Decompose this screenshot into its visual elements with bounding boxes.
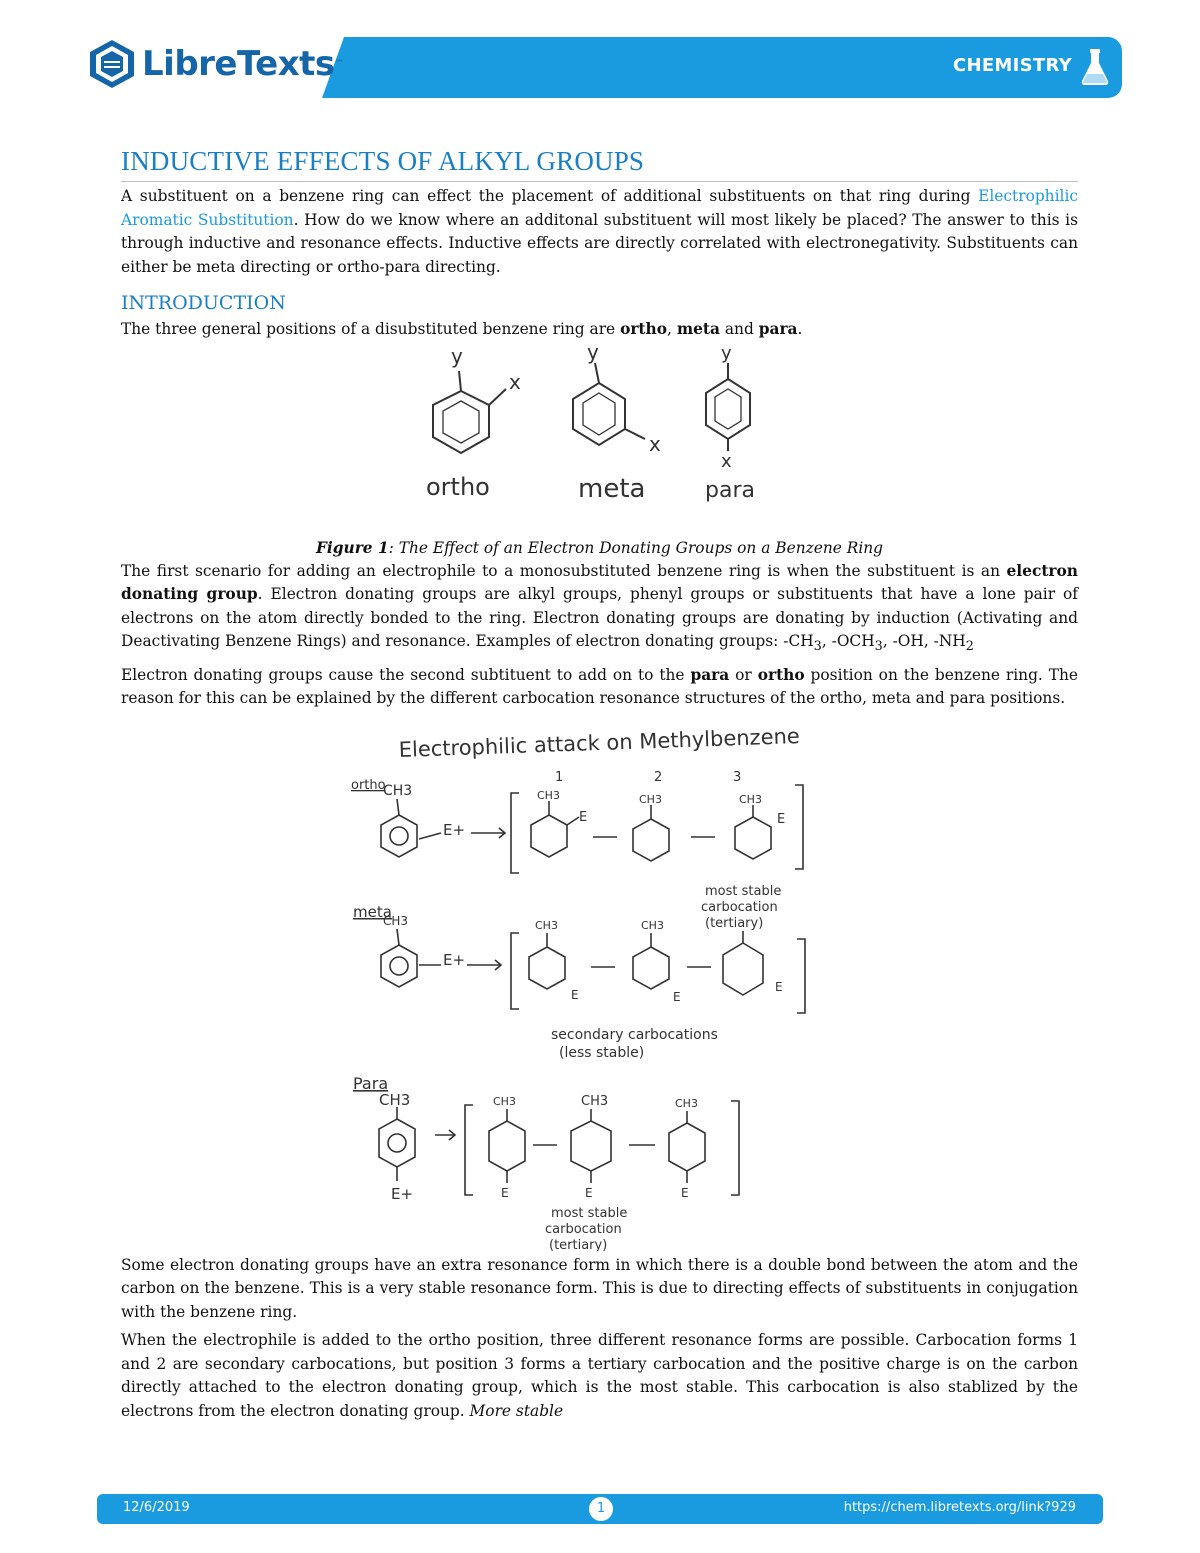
fig1-x-para: x (721, 450, 732, 472)
fig1-y-ortho: y (451, 346, 463, 368)
fig2-ortho-e-1: E (579, 809, 588, 825)
fig2-ortho-ch3: CH3 (383, 782, 413, 799)
fig2-meta-e-3: E (775, 979, 783, 994)
footer-link[interactable]: https://chem.libretexts.org/link?929 (843, 1500, 1076, 1515)
fig2-meta-eplus: E+ (443, 950, 466, 969)
fig2-meta-label: meta (353, 902, 392, 921)
footer-date: 12/6/2019 (123, 1500, 190, 1515)
intro-paragraph: A substituent on a benzene ring can effect the placement of additional substituents on that ring during Electrophilic Aromatic Substitution. How do we know where an additonal substituent will most likely be placed? The answer to this is through inductive and resonance effects. Inductive effects are directly correlated with electronegativity. Substituents can either be meta directing or ortho-para directing. (121, 187, 1079, 276)
fig2-num-1: 1 (555, 769, 564, 785)
fig2-para-ch3: CH3 (379, 1090, 411, 1109)
fig2-meta-ch3-2: CH3 (641, 918, 664, 932)
logo-text: LibreTexts (142, 44, 335, 84)
page-content (121, 146, 1078, 1428)
positions-paragraph: The three general positions of a disubstituted benzene ring are ortho, meta and para. (121, 320, 803, 338)
subject-label[interactable]: CHEMISTRY (952, 55, 1072, 76)
figure-1-caption: Figure 1: The Effect of an Electron Donating Groups on a Benzene Ring (315, 538, 884, 557)
fig2-para-e-2: E (585, 1185, 593, 1200)
fig2-para-label: Para (353, 1073, 389, 1093)
fig2-ortho-ch3-1: CH3 (537, 788, 560, 802)
fig2-meta-ch3-1: CH3 (535, 918, 558, 932)
fig2-most-stable-2: carbocation (701, 899, 778, 915)
fig1-y-meta: y (587, 346, 599, 364)
page-title: INDUCTIVE EFFECTS OF ALKYL GROUPS (121, 146, 1078, 182)
fig1-label-meta: meta (578, 473, 646, 504)
fig2-ortho-ch3-2: CH3 (639, 792, 662, 806)
extra-resonance-paragraph: Some electron donating groups have an extra resonance form in which there is a double bond between the atom and the carbon on the benzene. This is a very stable resonance form. This is due to directing effects of substituents in conjugation with the benzene ring. (121, 1255, 1078, 1321)
figure-1-diagram (121, 347, 1078, 523)
fig2-most-stable-1: most stable (705, 883, 782, 899)
fig2-title: Electrophilic attack on Methylbenzene (398, 723, 801, 762)
fig2-most-stable-para-2: carbocation (545, 1221, 622, 1237)
positions-reason-paragraph: Electron donating groups cause the second subtituent to add on to the para or ortho position on the benzene ring. The reason for this can be explained by the different carbocation resonance structures of the ortho, meta and para positions. (121, 665, 1078, 708)
fig2-para-ch3-1: CH3 (493, 1094, 516, 1108)
fig2-secondary-1: secondary carbocations (551, 1026, 718, 1043)
fig2-ortho-label: ortho (351, 777, 386, 793)
logo-trademark: ™ (334, 59, 344, 69)
flask-icon (1080, 47, 1110, 87)
fig2-secondary-2: (less stable) (559, 1044, 645, 1061)
fig2-num-3: 3 (733, 769, 742, 785)
fig2-para-e-3: E (681, 1185, 689, 1200)
electrophilic-substitution-link[interactable]: Electrophilic Aromatic Substitution (121, 187, 1078, 229)
fig2-para-ch3-3: CH3 (675, 1096, 698, 1110)
electron-donating-paragraph: The first scenario for adding an electrophile to a monosubstituted benzene ring is when the substituent is an electron donating group. Electron donating groups are alkyl groups, phenyl groups or substituents that have a lone pair of electrons on the atom directly bonded to the ring. Electron donating groups are donating by induction (Activating and Deactivating Benzene Rings) and resonance. Examples of electron donating groups: $-CH_3$, $-OCH_3$, -OH, $-NH_2$ (121, 561, 1079, 655)
fig1-label-para: para (705, 477, 755, 503)
ortho-resonance-paragraph: When the electrophile is added to the ortho position, three different resonance forms are possible. Carbocation forms 1 and 2 are secondary carbocations, but position 3 forms a tertiary carbocation and the positive charge is on the carbon directly attached to the electron donating group, which is the most stable. This carbocation is also stablized by the electrons from the electron donating group. More stable (121, 1331, 1078, 1420)
fig2-para-eplus: E+ (391, 1184, 414, 1203)
fig2-most-stable-para-1: most stable (551, 1205, 628, 1221)
fig1-x-ortho: x (509, 369, 521, 394)
fig2-most-stable-para-3: (tertiary) (549, 1237, 608, 1251)
libretexts-logo[interactable] (88, 38, 344, 90)
fig2-para-ch3-2: CH3 (581, 1093, 609, 1109)
fig2-ortho-ch3-3: CH3 (739, 792, 762, 806)
fig2-ortho-e-3: E (777, 811, 786, 827)
fig2-meta-e-1: E (571, 987, 579, 1002)
figure-2-methylbenzene-diagram (121, 721, 1078, 1251)
fig2-para-e-1: E (501, 1185, 509, 1200)
section-heading-introduction: INTRODUCTION (121, 292, 286, 314)
libretexts-logo-icon (88, 38, 136, 90)
fig2-meta-e-2: E (673, 989, 681, 1004)
page-number: 1 (589, 1497, 613, 1521)
fig2-meta-ch3: CH3 (383, 913, 409, 928)
fig1-label-ortho: ortho (426, 472, 490, 501)
fig2-num-2: 2 (654, 769, 663, 785)
fig2-ortho-eplus: E+ (443, 820, 466, 839)
fig1-y-para: y (721, 346, 732, 364)
fig2-most-stable-3: (tertiary) (705, 915, 764, 931)
fig1-x-meta: x (649, 431, 661, 456)
